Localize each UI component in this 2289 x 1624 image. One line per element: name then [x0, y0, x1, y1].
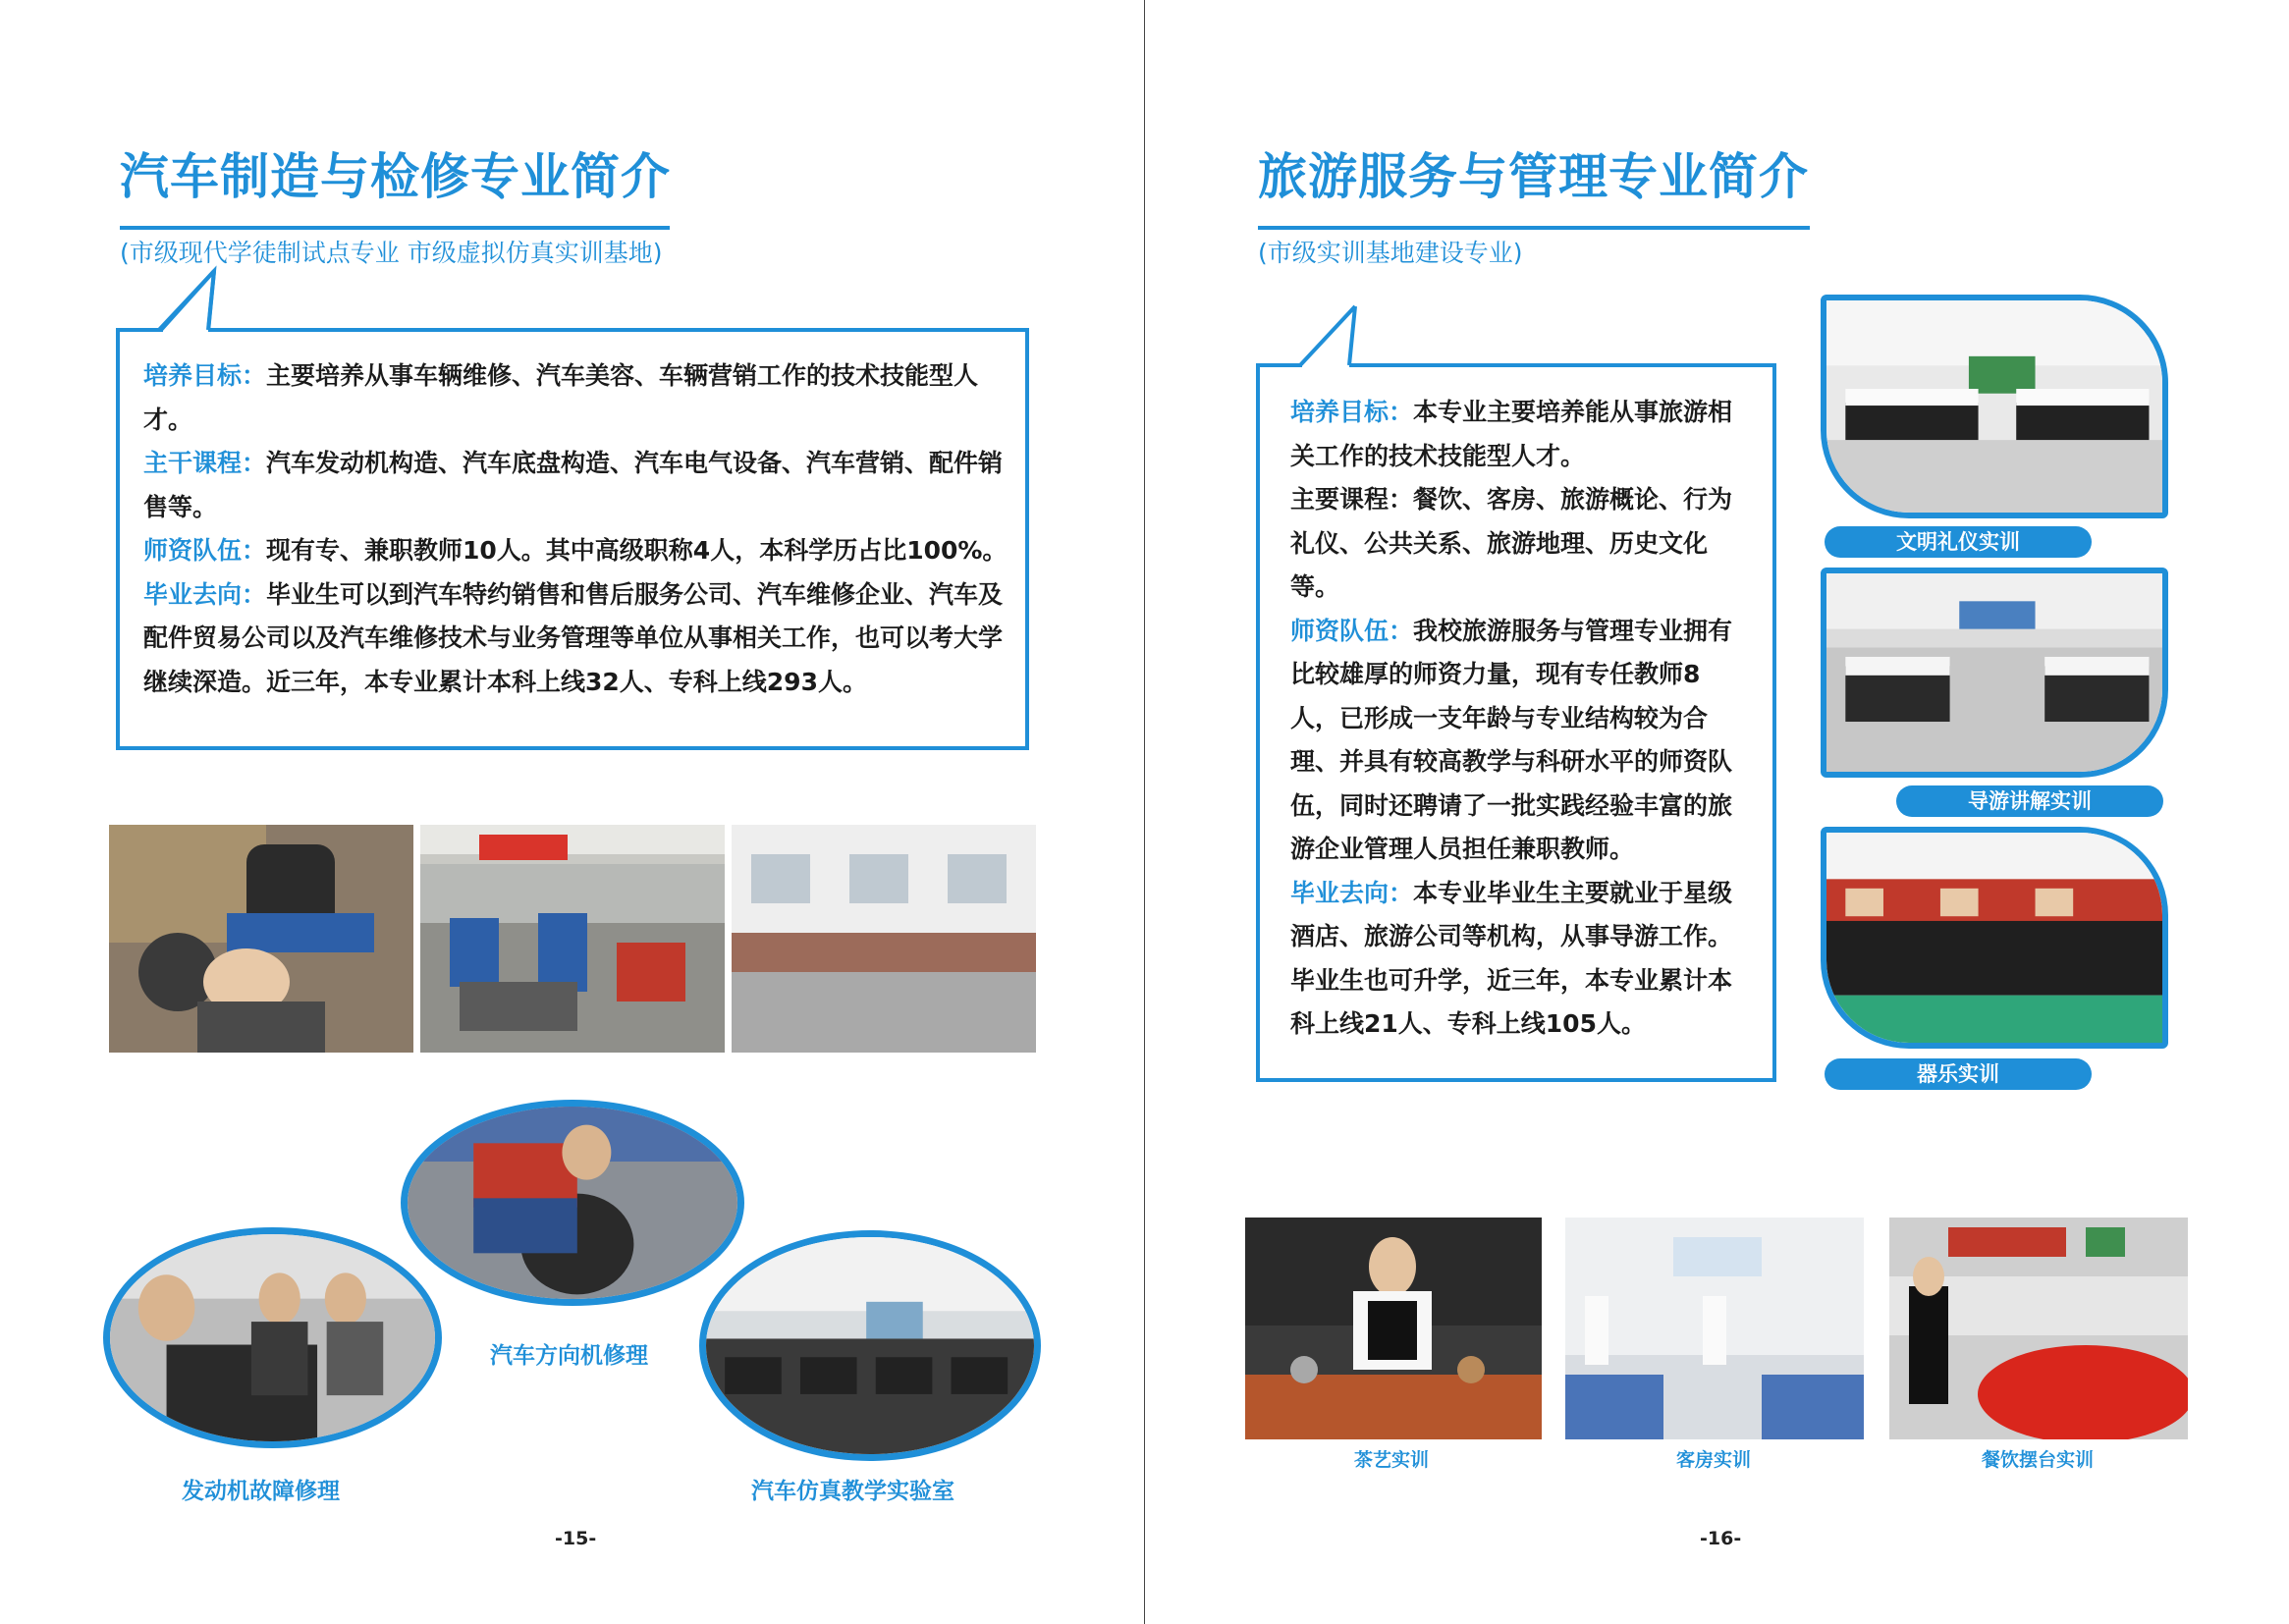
right-label-goal: 培养目标： [1290, 398, 1414, 426]
right-bubble-tail [1290, 302, 1369, 371]
workshop-photo-1 [109, 825, 413, 1053]
photo-room [1565, 1218, 1864, 1439]
workshop-photo-3 [732, 825, 1036, 1053]
right-paragraph [1290, 391, 1748, 478]
left-subtitle: (市级现代学徒制试点专业 市级虚拟仿真实训基地) [120, 239, 663, 267]
caption-steering: 汽车方向机修理 [490, 1343, 648, 1369]
pill-guide: 导游讲解实训 [1896, 785, 2163, 817]
right-label-career: 毕业去向： [1290, 878, 1414, 907]
left-label-career: 毕业去向： [143, 579, 267, 609]
caption-simulation: 汽车仿真教学实验室 [751, 1479, 954, 1504]
left-text-faculty: 现有专、兼职教师10人。其中高级职称4人，本科学历占比100%。 [266, 536, 1008, 565]
caption-room: 客房实训 [1676, 1449, 1752, 1471]
left-bubble-tail-mask [147, 267, 226, 336]
pill-etiquette: 文明礼仪实训 [1825, 526, 2092, 558]
right-paragraph [1290, 872, 1748, 1047]
page-number-right: -16- [1700, 1528, 1742, 1549]
right-text-goal: 本专业主要培养能从事旅游相关工作的技术技能型人才。 [1290, 398, 1733, 470]
pill-music: 器乐实训 [1825, 1058, 2092, 1090]
right-title: 旅游服务与管理专业简介 [1258, 148, 1809, 205]
photo-dining [1889, 1218, 2188, 1439]
caption-engine: 发动机故障修理 [182, 1479, 340, 1504]
left-body [143, 354, 1008, 704]
page-right [1145, 0, 2289, 1624]
right-paragraph [1290, 610, 1748, 872]
leaf-photo-music [1821, 827, 2168, 1049]
oval-photo-steering [401, 1100, 744, 1306]
left-title: 汽车制造与检修专业简介 [120, 148, 671, 205]
left-text-courses: 汽车发动机构造、汽车底盘构造、汽车电气设备、汽车营销、配件销售等。 [143, 449, 1004, 521]
right-text-career: 本专业毕业生主要就业于星级酒店、旅游公司等机构，从事导游工作。毕业生也可升学，近三年，本专业累计本科上线21人、专科上线105人。 [1290, 878, 1733, 1038]
left-title-rule [120, 226, 670, 230]
right-text-courses: 主要课程：餐饮、客房、旅游概论、行为礼仪、公共关系、旅游地理、历史文化等。 [1290, 485, 1733, 601]
left-label-faculty: 师资队伍： [143, 536, 267, 565]
right-label-faculty: 师资队伍： [1290, 616, 1414, 645]
right-title-rule [1258, 226, 1810, 230]
page-left [0, 0, 1144, 1624]
left-paragraph [143, 573, 1008, 705]
right-body [1290, 391, 1748, 1047]
left-label-goal: 培养目标： [143, 361, 267, 390]
left-text-goal: 主要培养从事车辆维修、汽车美容、车辆营销工作的技术技能型人才。 [143, 361, 979, 434]
caption-dining: 餐饮摆台实训 [1982, 1449, 2095, 1471]
left-paragraph [143, 529, 1008, 573]
left-text-career: 毕业生可以到汽车特约销售和售后服务公司、汽车维修企业、汽车及配件贸易公司以及汽车维修技术与业务管理等单位从事相关工作，也可以考大学继续深造。近三年，本专业累计本科上线32人、专科上线293人。 [143, 579, 1004, 696]
left-paragraph [143, 442, 1008, 529]
oval-photo-engine [103, 1227, 442, 1448]
right-subtitle: (市级实训基地建设专业) [1258, 239, 1523, 267]
right-paragraph [1290, 478, 1748, 610]
photo-tea [1245, 1218, 1542, 1439]
leaf-photo-guide [1821, 568, 2168, 778]
left-paragraph [143, 354, 1008, 442]
caption-tea: 茶艺实训 [1354, 1449, 1430, 1471]
workshop-photo-2 [420, 825, 725, 1053]
oval-photo-simulation [699, 1230, 1041, 1461]
leaf-photo-etiquette [1821, 295, 2168, 518]
right-text-faculty: 我校旅游服务与管理专业拥有比较雄厚的师资力量，现有专任教师8人，已形成一支年龄与专业结构较为合理、并具有较高教学与科研水平的师资队伍，同时还聘请了一批实践经验丰富的旅游企业管理人员担任兼职教师。 [1290, 616, 1733, 863]
page-number-left: -15- [555, 1528, 597, 1549]
left-label-courses: 主干课程： [143, 449, 267, 477]
